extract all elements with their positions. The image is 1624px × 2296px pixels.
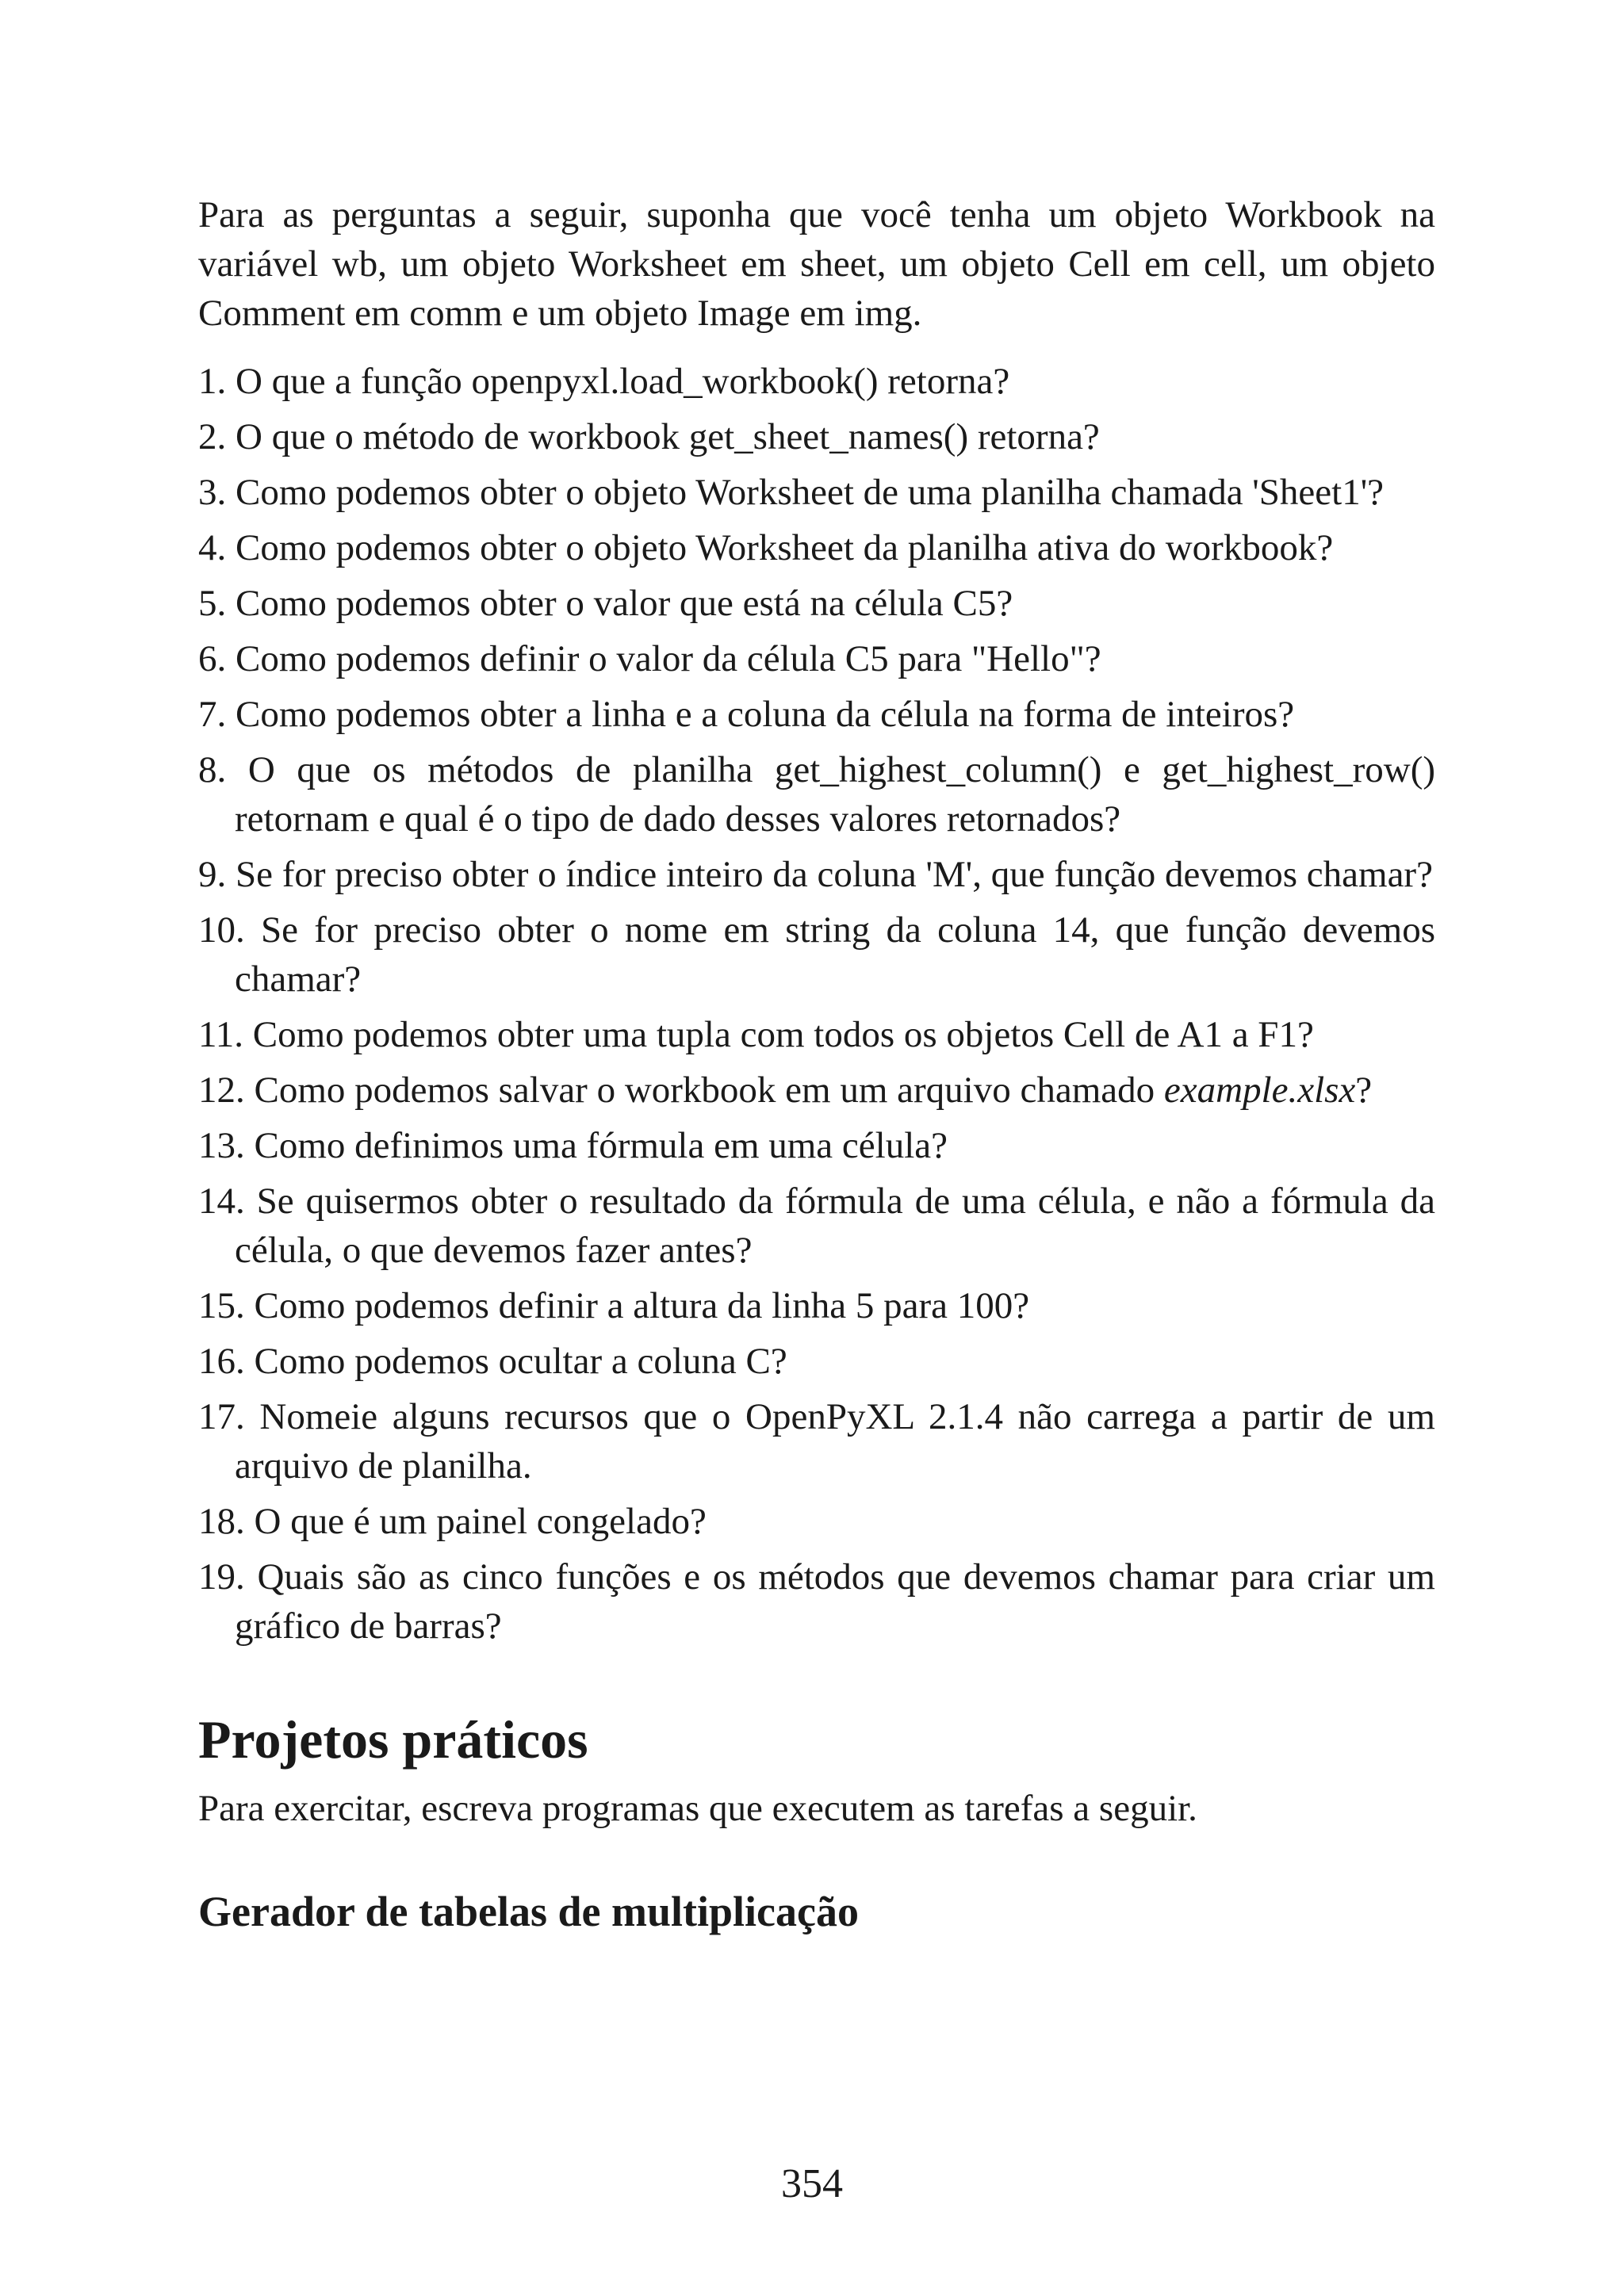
question-12 bbox=[198, 1066, 1435, 1115]
question-4: 4. Como podemos obter o objeto Worksheet da planilha ativa do workbook? bbox=[198, 527, 1334, 568]
question-12-filename: example.xlsx bbox=[1163, 1070, 1356, 1111]
question-9: 9. Se for preciso obter o índice inteiro da coluna 'M', que função devemos chamar? bbox=[198, 854, 1433, 895]
question-3: 3. Como podemos obter o objeto Worksheet de uma planilha chamada 'Sheet1'? bbox=[198, 472, 1385, 513]
question-12-text: 12. Como podemos salvar o workbook em um arquivo chamado bbox=[198, 1070, 1164, 1111]
section-text: Para exercitar, escreva programas que executem as tarefas a seguir. bbox=[198, 1788, 1197, 1829]
section-title: Projetos práticos bbox=[198, 1709, 588, 1770]
question-14: 14. Se quisermos obter o resultado da fórmula de uma célula, e não a fórmula da célula, o que devemos fazer antes? bbox=[198, 1181, 1435, 1271]
intro-paragraph: Para as perguntas a seguir, suponha que você tenha um objeto Workbook na variável wb, um objeto Worksheet em sheet, um objeto Cell em cell, um objeto Comment em comm e um objeto Image em img. bbox=[198, 194, 1435, 334]
subsection-title: Gerador de tabelas de multiplicação bbox=[198, 1888, 859, 1935]
question-12-end: ? bbox=[1355, 1070, 1373, 1111]
question-8: 8. O que os métodos de planilha get_highest_column() e get_highest_row() retornam e qual é o tipo de dado desses valores retornados? bbox=[198, 749, 1435, 840]
question-15: 15. Como podemos definir a altura da linha 5 para 100? bbox=[198, 1285, 1030, 1326]
question-5: 5. Como podemos obter o valor que está na célula C5? bbox=[198, 583, 1013, 624]
question-10: 10. Se for preciso obter o nome em string da coluna 14, que função devemos chamar? bbox=[198, 909, 1435, 1000]
question-17: 17. Nomeie alguns recursos que o OpenPyXL 2.1.4 não carrega a partir de um arquivo de planilha. bbox=[198, 1396, 1435, 1487]
question-7: 7. Como podemos obter a linha e a coluna da célula na forma de inteiros? bbox=[198, 694, 1295, 735]
question-6: 6. Como podemos definir o valor da célula C5 para "Hello"? bbox=[198, 638, 1101, 679]
question-13: 13. Como definimos uma fórmula em uma célula? bbox=[198, 1125, 948, 1166]
question-1: 1. O que a função openpyxl.load_workbook() retorna? bbox=[198, 361, 1010, 402]
questions-list bbox=[198, 357, 1435, 1651]
question-2: 2. O que o método de workbook get_sheet_names() retorna? bbox=[198, 416, 1100, 457]
question-19: 19. Quais são as cinco funções e os métodos que devemos chamar para criar um gráfico de barras? bbox=[198, 1556, 1435, 1647]
question-11: 11. Como podemos obter uma tupla com todos os objetos Cell de A1 a F1? bbox=[198, 1014, 1314, 1055]
question-18: 18. O que é um painel congelado? bbox=[198, 1501, 707, 1542]
question-16: 16. Como podemos ocultar a coluna C? bbox=[198, 1341, 787, 1382]
page-number: 354 bbox=[781, 2161, 843, 2206]
page-content bbox=[198, 190, 1435, 1939]
